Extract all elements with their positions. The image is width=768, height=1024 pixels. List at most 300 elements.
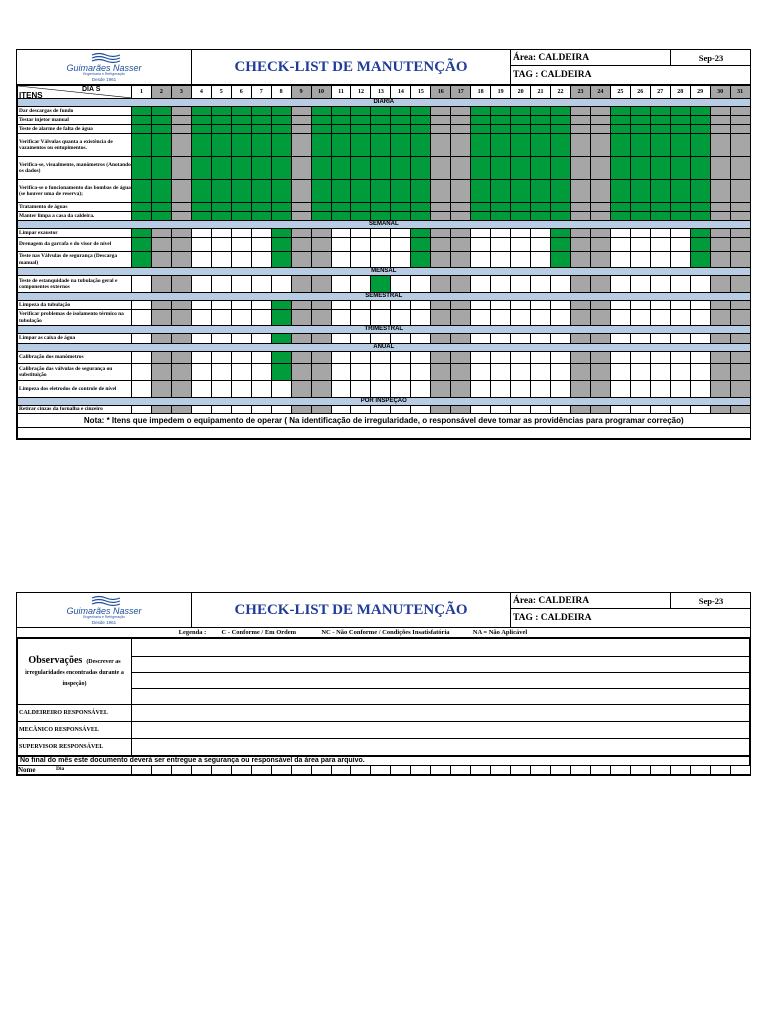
day-check-cell[interactable]	[151, 203, 171, 212]
day-check-cell[interactable]	[411, 352, 431, 364]
day-check-cell[interactable]	[211, 229, 231, 238]
day-check-cell[interactable]	[411, 406, 431, 414]
day-check-cell[interactable]	[391, 229, 411, 238]
day-check-cell[interactable]	[491, 381, 511, 398]
day-check-cell[interactable]	[451, 334, 471, 344]
day-check-cell[interactable]	[730, 352, 750, 364]
day-check-cell[interactable]	[491, 276, 511, 293]
day-check-cell[interactable]	[311, 301, 331, 310]
day-check-cell[interactable]	[630, 107, 650, 116]
day-check-cell[interactable]	[471, 406, 491, 414]
day-check-cell[interactable]	[191, 203, 211, 212]
day-check-cell[interactable]	[151, 180, 171, 203]
day-check-cell[interactable]	[331, 157, 351, 180]
day-check-cell[interactable]	[650, 180, 670, 203]
day-check-cell[interactable]	[151, 406, 171, 414]
day-check-cell[interactable]	[311, 406, 331, 414]
day-check-cell[interactable]	[551, 203, 571, 212]
day-check-cell[interactable]	[391, 334, 411, 344]
day-check-cell[interactable]	[471, 364, 491, 381]
day-check-cell[interactable]	[590, 229, 610, 238]
day-check-cell[interactable]	[171, 301, 191, 310]
day-check-cell[interactable]	[690, 301, 710, 310]
day-check-cell[interactable]	[610, 238, 630, 252]
name-day-cell[interactable]	[291, 766, 311, 775]
day-check-cell[interactable]	[511, 334, 531, 344]
day-check-cell[interactable]	[491, 301, 511, 310]
day-check-cell[interactable]	[610, 406, 630, 414]
day-check-cell[interactable]	[670, 276, 690, 293]
day-check-cell[interactable]	[630, 301, 650, 310]
day-check-cell[interactable]	[710, 406, 730, 414]
day-check-cell[interactable]	[311, 229, 331, 238]
day-check-cell[interactable]	[570, 229, 590, 238]
day-check-cell[interactable]	[531, 116, 551, 125]
day-check-cell[interactable]	[211, 134, 231, 157]
day-check-cell[interactable]	[371, 364, 391, 381]
day-check-cell[interactable]	[331, 238, 351, 252]
day-check-cell[interactable]	[191, 180, 211, 203]
day-check-cell[interactable]	[251, 180, 271, 203]
day-check-cell[interactable]	[670, 381, 690, 398]
day-check-cell[interactable]	[650, 157, 670, 180]
day-check-cell[interactable]	[451, 212, 471, 221]
day-check-cell[interactable]	[730, 107, 750, 116]
day-check-cell[interactable]	[610, 381, 630, 398]
day-check-cell[interactable]	[231, 310, 251, 326]
day-check-cell[interactable]	[191, 107, 211, 116]
day-check-cell[interactable]	[431, 229, 451, 238]
day-check-cell[interactable]	[231, 252, 251, 268]
day-check-cell[interactable]	[730, 381, 750, 398]
day-check-cell[interactable]	[590, 381, 610, 398]
day-check-cell[interactable]	[311, 180, 331, 203]
day-check-cell[interactable]	[231, 107, 251, 116]
day-check-cell[interactable]	[391, 180, 411, 203]
day-check-cell[interactable]	[371, 125, 391, 134]
day-check-cell[interactable]	[211, 406, 231, 414]
observation-line[interactable]	[132, 656, 750, 672]
day-check-cell[interactable]	[291, 203, 311, 212]
name-day-cell[interactable]	[191, 766, 211, 775]
day-check-cell[interactable]	[610, 364, 630, 381]
day-check-cell[interactable]	[630, 406, 650, 414]
day-check-cell[interactable]	[211, 334, 231, 344]
day-check-cell[interactable]	[730, 301, 750, 310]
day-check-cell[interactable]	[730, 276, 750, 293]
day-check-cell[interactable]	[511, 116, 531, 125]
day-check-cell[interactable]	[132, 212, 152, 221]
day-check-cell[interactable]	[171, 229, 191, 238]
day-check-cell[interactable]	[610, 203, 630, 212]
day-check-cell[interactable]	[471, 252, 491, 268]
day-check-cell[interactable]	[650, 134, 670, 157]
day-check-cell[interactable]	[451, 381, 471, 398]
day-check-cell[interactable]	[730, 116, 750, 125]
day-check-cell[interactable]	[670, 310, 690, 326]
day-check-cell[interactable]	[371, 238, 391, 252]
day-check-cell[interactable]	[291, 334, 311, 344]
day-check-cell[interactable]	[271, 157, 291, 180]
day-check-cell[interactable]	[431, 157, 451, 180]
day-check-cell[interactable]	[151, 381, 171, 398]
day-check-cell[interactable]	[531, 203, 551, 212]
day-check-cell[interactable]	[570, 134, 590, 157]
day-check-cell[interactable]	[471, 334, 491, 344]
day-check-cell[interactable]	[151, 238, 171, 252]
day-check-cell[interactable]	[570, 334, 590, 344]
day-check-cell[interactable]	[590, 125, 610, 134]
day-check-cell[interactable]	[431, 116, 451, 125]
day-check-cell[interactable]	[391, 381, 411, 398]
day-check-cell[interactable]	[151, 364, 171, 381]
day-check-cell[interactable]	[271, 276, 291, 293]
day-check-cell[interactable]	[171, 406, 191, 414]
day-check-cell[interactable]	[311, 238, 331, 252]
day-check-cell[interactable]	[171, 125, 191, 134]
day-check-cell[interactable]	[710, 301, 730, 310]
day-check-cell[interactable]	[590, 180, 610, 203]
day-check-cell[interactable]	[231, 276, 251, 293]
day-check-cell[interactable]	[650, 276, 670, 293]
day-check-cell[interactable]	[670, 107, 690, 116]
day-check-cell[interactable]	[451, 134, 471, 157]
day-check-cell[interactable]	[351, 238, 371, 252]
day-check-cell[interactable]	[231, 301, 251, 310]
day-check-cell[interactable]	[650, 125, 670, 134]
day-check-cell[interactable]	[231, 238, 251, 252]
day-check-cell[interactable]	[650, 381, 670, 398]
day-check-cell[interactable]	[151, 157, 171, 180]
day-check-cell[interactable]	[511, 364, 531, 381]
day-check-cell[interactable]	[371, 157, 391, 180]
day-check-cell[interactable]	[171, 203, 191, 212]
day-check-cell[interactable]	[491, 364, 511, 381]
day-check-cell[interactable]	[411, 212, 431, 221]
day-check-cell[interactable]	[531, 310, 551, 326]
day-check-cell[interactable]	[570, 364, 590, 381]
day-check-cell[interactable]	[590, 352, 610, 364]
day-check-cell[interactable]	[690, 107, 710, 116]
day-check-cell[interactable]	[531, 212, 551, 221]
day-check-cell[interactable]	[151, 229, 171, 238]
day-check-cell[interactable]	[291, 212, 311, 221]
day-check-cell[interactable]	[471, 134, 491, 157]
day-check-cell[interactable]	[511, 238, 531, 252]
day-check-cell[interactable]	[610, 157, 630, 180]
day-check-cell[interactable]	[351, 310, 371, 326]
day-check-cell[interactable]	[211, 364, 231, 381]
day-check-cell[interactable]	[531, 381, 551, 398]
day-check-cell[interactable]	[291, 381, 311, 398]
name-day-cell[interactable]	[590, 766, 610, 775]
day-check-cell[interactable]	[251, 134, 271, 157]
day-check-cell[interactable]	[630, 364, 650, 381]
day-check-cell[interactable]	[690, 116, 710, 125]
name-day-cell[interactable]	[411, 766, 431, 775]
day-check-cell[interactable]	[411, 238, 431, 252]
day-check-cell[interactable]	[351, 134, 371, 157]
day-check-cell[interactable]	[451, 229, 471, 238]
day-check-cell[interactable]	[610, 276, 630, 293]
day-check-cell[interactable]	[471, 229, 491, 238]
day-check-cell[interactable]	[311, 364, 331, 381]
day-check-cell[interactable]	[291, 116, 311, 125]
day-check-cell[interactable]	[132, 334, 152, 344]
day-check-cell[interactable]	[710, 229, 730, 238]
day-check-cell[interactable]	[730, 134, 750, 157]
day-check-cell[interactable]	[251, 334, 271, 344]
day-check-cell[interactable]	[610, 180, 630, 203]
day-check-cell[interactable]	[251, 212, 271, 221]
day-check-cell[interactable]	[471, 301, 491, 310]
day-check-cell[interactable]	[710, 116, 730, 125]
day-check-cell[interactable]	[630, 238, 650, 252]
name-day-cell[interactable]	[271, 766, 291, 775]
day-check-cell[interactable]	[151, 252, 171, 268]
day-check-cell[interactable]	[570, 310, 590, 326]
day-check-cell[interactable]	[710, 310, 730, 326]
day-check-cell[interactable]	[171, 381, 191, 398]
day-check-cell[interactable]	[391, 107, 411, 116]
day-check-cell[interactable]	[650, 406, 670, 414]
name-day-cell[interactable]	[431, 766, 451, 775]
day-check-cell[interactable]	[211, 310, 231, 326]
day-check-cell[interactable]	[132, 107, 152, 116]
day-check-cell[interactable]	[391, 406, 411, 414]
day-check-cell[interactable]	[531, 238, 551, 252]
day-check-cell[interactable]	[471, 157, 491, 180]
day-check-cell[interactable]	[670, 334, 690, 344]
day-check-cell[interactable]	[650, 252, 670, 268]
day-check-cell[interactable]	[690, 134, 710, 157]
day-check-cell[interactable]	[311, 252, 331, 268]
day-check-cell[interactable]	[271, 107, 291, 116]
day-check-cell[interactable]	[132, 301, 152, 310]
day-check-cell[interactable]	[551, 352, 571, 364]
day-check-cell[interactable]	[191, 352, 211, 364]
day-check-cell[interactable]	[331, 252, 351, 268]
day-check-cell[interactable]	[511, 352, 531, 364]
day-check-cell[interactable]	[271, 406, 291, 414]
day-check-cell[interactable]	[451, 107, 471, 116]
day-check-cell[interactable]	[690, 352, 710, 364]
day-check-cell[interactable]	[311, 310, 331, 326]
day-check-cell[interactable]	[151, 212, 171, 221]
day-check-cell[interactable]	[730, 238, 750, 252]
day-check-cell[interactable]	[451, 180, 471, 203]
day-check-cell[interactable]	[570, 116, 590, 125]
day-check-cell[interactable]	[690, 364, 710, 381]
day-check-cell[interactable]	[191, 364, 211, 381]
day-check-cell[interactable]	[551, 334, 571, 344]
day-check-cell[interactable]	[531, 229, 551, 238]
day-check-cell[interactable]	[491, 180, 511, 203]
day-check-cell[interactable]	[132, 180, 152, 203]
day-check-cell[interactable]	[590, 276, 610, 293]
day-check-cell[interactable]	[132, 352, 152, 364]
day-check-cell[interactable]	[132, 406, 152, 414]
day-check-cell[interactable]	[610, 212, 630, 221]
day-check-cell[interactable]	[191, 238, 211, 252]
day-check-cell[interactable]	[690, 334, 710, 344]
day-check-cell[interactable]	[551, 229, 571, 238]
day-check-cell[interactable]	[251, 116, 271, 125]
day-check-cell[interactable]	[311, 116, 331, 125]
day-check-cell[interactable]	[211, 125, 231, 134]
name-day-cell[interactable]	[610, 766, 630, 775]
day-check-cell[interactable]	[271, 381, 291, 398]
day-check-cell[interactable]	[471, 125, 491, 134]
day-check-cell[interactable]	[371, 229, 391, 238]
day-check-cell[interactable]	[351, 157, 371, 180]
day-check-cell[interactable]	[191, 276, 211, 293]
day-check-cell[interactable]	[371, 203, 391, 212]
day-check-cell[interactable]	[411, 107, 431, 116]
day-check-cell[interactable]	[451, 203, 471, 212]
day-check-cell[interactable]	[211, 157, 231, 180]
day-check-cell[interactable]	[171, 276, 191, 293]
name-day-cell[interactable]	[710, 766, 730, 775]
day-check-cell[interactable]	[431, 301, 451, 310]
name-day-cell[interactable]	[211, 766, 231, 775]
day-check-cell[interactable]	[371, 381, 391, 398]
day-check-cell[interactable]	[491, 310, 511, 326]
day-check-cell[interactable]	[670, 364, 690, 381]
day-check-cell[interactable]	[471, 310, 491, 326]
day-check-cell[interactable]	[570, 301, 590, 310]
day-check-cell[interactable]	[132, 229, 152, 238]
day-check-cell[interactable]	[191, 212, 211, 221]
day-check-cell[interactable]	[191, 116, 211, 125]
day-check-cell[interactable]	[491, 352, 511, 364]
day-check-cell[interactable]	[251, 107, 271, 116]
day-check-cell[interactable]	[351, 212, 371, 221]
day-check-cell[interactable]	[291, 364, 311, 381]
day-check-cell[interactable]	[391, 157, 411, 180]
day-check-cell[interactable]	[650, 203, 670, 212]
day-check-cell[interactable]	[151, 107, 171, 116]
name-day-cell[interactable]	[351, 766, 371, 775]
day-check-cell[interactable]	[231, 116, 251, 125]
day-check-cell[interactable]	[132, 134, 152, 157]
day-check-cell[interactable]	[570, 203, 590, 212]
day-check-cell[interactable]	[491, 134, 511, 157]
day-check-cell[interactable]	[690, 310, 710, 326]
day-check-cell[interactable]	[371, 352, 391, 364]
day-check-cell[interactable]	[351, 180, 371, 203]
name-day-cell[interactable]	[491, 766, 511, 775]
day-check-cell[interactable]	[570, 212, 590, 221]
day-check-cell[interactable]	[132, 364, 152, 381]
day-check-cell[interactable]	[670, 212, 690, 221]
day-check-cell[interactable]	[311, 276, 331, 293]
day-check-cell[interactable]	[391, 125, 411, 134]
day-check-cell[interactable]	[311, 352, 331, 364]
day-check-cell[interactable]	[271, 301, 291, 310]
day-check-cell[interactable]	[371, 134, 391, 157]
caldeireiro-signature-field[interactable]	[132, 704, 750, 721]
day-check-cell[interactable]	[431, 276, 451, 293]
day-check-cell[interactable]	[690, 276, 710, 293]
day-check-cell[interactable]	[371, 116, 391, 125]
day-check-cell[interactable]	[132, 203, 152, 212]
day-check-cell[interactable]	[471, 116, 491, 125]
day-check-cell[interactable]	[351, 125, 371, 134]
day-check-cell[interactable]	[151, 352, 171, 364]
day-check-cell[interactable]	[371, 310, 391, 326]
day-check-cell[interactable]	[551, 301, 571, 310]
day-check-cell[interactable]	[710, 352, 730, 364]
day-check-cell[interactable]	[531, 334, 551, 344]
day-check-cell[interactable]	[610, 107, 630, 116]
day-check-cell[interactable]	[211, 180, 231, 203]
day-check-cell[interactable]	[431, 180, 451, 203]
day-check-cell[interactable]	[551, 134, 571, 157]
day-check-cell[interactable]	[551, 212, 571, 221]
day-check-cell[interactable]	[471, 238, 491, 252]
day-check-cell[interactable]	[411, 334, 431, 344]
day-check-cell[interactable]	[191, 157, 211, 180]
day-check-cell[interactable]	[171, 212, 191, 221]
day-check-cell[interactable]	[171, 364, 191, 381]
day-check-cell[interactable]	[231, 180, 251, 203]
day-check-cell[interactable]	[351, 334, 371, 344]
day-check-cell[interactable]	[491, 252, 511, 268]
day-check-cell[interactable]	[291, 134, 311, 157]
day-check-cell[interactable]	[391, 301, 411, 310]
day-check-cell[interactable]	[431, 364, 451, 381]
day-check-cell[interactable]	[491, 203, 511, 212]
day-check-cell[interactable]	[650, 229, 670, 238]
day-check-cell[interactable]	[511, 406, 531, 414]
day-check-cell[interactable]	[730, 334, 750, 344]
day-check-cell[interactable]	[132, 157, 152, 180]
name-day-cell[interactable]	[630, 766, 650, 775]
day-check-cell[interactable]	[690, 252, 710, 268]
name-day-cell[interactable]	[251, 766, 271, 775]
day-check-cell[interactable]	[271, 238, 291, 252]
day-check-cell[interactable]	[271, 180, 291, 203]
day-check-cell[interactable]	[211, 276, 231, 293]
day-check-cell[interactable]	[151, 134, 171, 157]
day-check-cell[interactable]	[531, 180, 551, 203]
day-check-cell[interactable]	[590, 157, 610, 180]
day-check-cell[interactable]	[411, 229, 431, 238]
day-check-cell[interactable]	[491, 107, 511, 116]
day-check-cell[interactable]	[511, 229, 531, 238]
day-check-cell[interactable]	[191, 310, 211, 326]
day-check-cell[interactable]	[411, 381, 431, 398]
day-check-cell[interactable]	[331, 310, 351, 326]
day-check-cell[interactable]	[511, 301, 531, 310]
day-check-cell[interactable]	[451, 252, 471, 268]
observation-line[interactable]	[132, 688, 750, 704]
day-check-cell[interactable]	[730, 203, 750, 212]
day-check-cell[interactable]	[511, 180, 531, 203]
day-check-cell[interactable]	[511, 107, 531, 116]
day-check-cell[interactable]	[371, 406, 391, 414]
day-check-cell[interactable]	[730, 252, 750, 268]
day-check-cell[interactable]	[231, 134, 251, 157]
day-check-cell[interactable]	[151, 301, 171, 310]
day-check-cell[interactable]	[231, 406, 251, 414]
day-check-cell[interactable]	[251, 203, 271, 212]
day-check-cell[interactable]	[251, 276, 271, 293]
day-check-cell[interactable]	[710, 125, 730, 134]
day-check-cell[interactable]	[570, 381, 590, 398]
day-check-cell[interactable]	[431, 352, 451, 364]
